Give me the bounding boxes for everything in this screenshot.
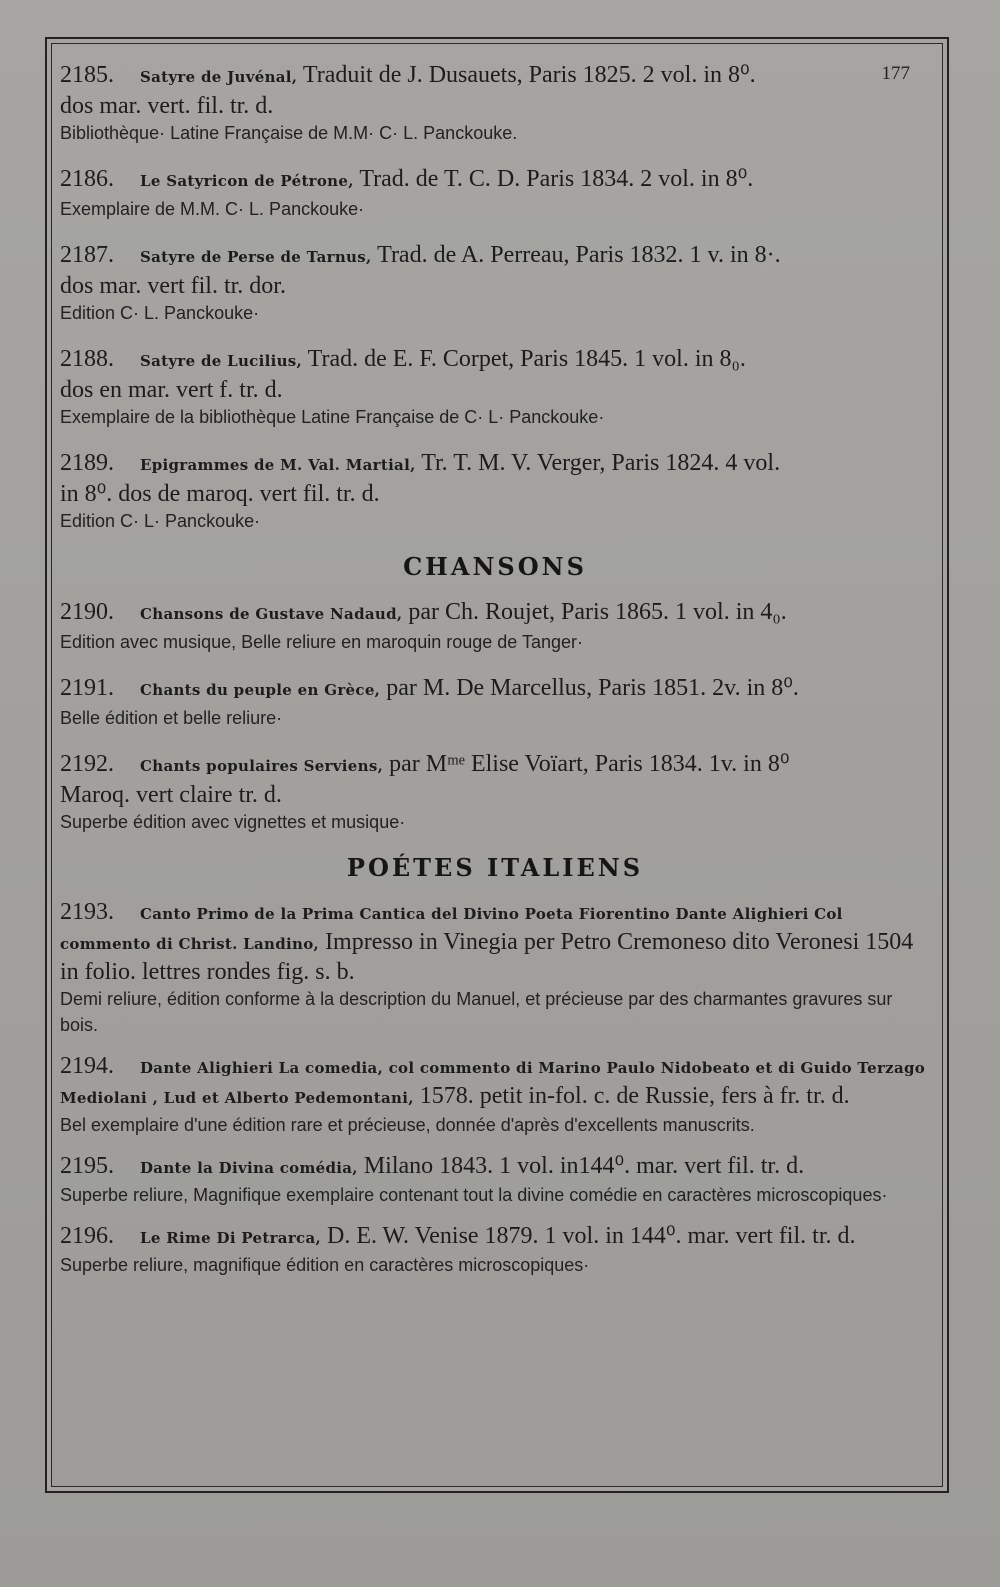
catalog-content <box>60 60 930 1292</box>
entry-title: Le Rime Di Petrarca, <box>140 1229 321 1247</box>
entry-number: 2185. <box>60 62 114 88</box>
entry-first-line <box>60 60 930 92</box>
catalog-entry <box>60 448 930 534</box>
entry-title: Chants du peuple en Grèce, <box>140 681 381 699</box>
entry-details: Trad. de E. F. Corpet, Paris 1845. 1 vol. in 8₀. <box>307 346 746 372</box>
entry-details: Traduit de J. Dusauets, Paris 1825. 2 vol. in 8⁰. <box>302 62 756 88</box>
entry-note: Superbe édition avec vignettes et musique· <box>60 812 406 832</box>
entry-binding: dos mar. vert fil. tr. dor. <box>60 273 286 299</box>
catalog-entry <box>60 240 930 326</box>
entry-number: 2186. <box>60 166 114 192</box>
entry-binding: in 8⁰. dos de maroq. vert fil. tr. d. <box>60 481 380 507</box>
entry-details: Trad. de T. C. D. Paris 1834. 2 vol. in 8⁰. <box>359 166 754 192</box>
entry-title: Dante Alighieri La comedia, col commento di Marino Paulo Nidobeato et di Guido Terzago Mediolani , Lud et Alberto Pedemontani, <box>60 1059 926 1107</box>
entry-number: 2188. <box>60 346 114 372</box>
entry-details: Impresso in Vinegia per Petro Cremoneso dito Veronesi 1504 in folio. lettres rondes fig. s. b. <box>60 929 914 985</box>
catalog-entry <box>60 344 930 430</box>
catalog-entry <box>60 749 930 835</box>
catalog-entry <box>60 898 930 1038</box>
entry-note: Bibliothèque· Latine Française de M.M· C· L. Panckouke. <box>60 123 518 143</box>
entry-first-line <box>60 597 930 629</box>
catalog-entry <box>60 1052 930 1138</box>
entry-text <box>60 898 930 986</box>
catalog-group-poetes-italiens <box>60 898 930 1278</box>
catalog-entry <box>60 597 930 655</box>
entry-details: D. E. W. Venise 1879. 1 vol. in 144⁰. mar. vert fil. tr. d. <box>327 1223 856 1249</box>
catalog-entry <box>60 1222 930 1278</box>
entry-binding: dos en mar. vert f. tr. d. <box>60 377 283 403</box>
entry-details: par M. De Marcellus, Paris 1851. 2v. in 8⁰. <box>386 675 799 701</box>
entry-note: Edition C· L· Panckouke· <box>60 511 261 531</box>
entry-title: Satyre de Juvénal, <box>140 68 298 86</box>
entry-note: Superbe reliure, Magnifique exemplaire contenant tout la divine comédie en caractères microscopiques· <box>60 1185 888 1205</box>
entry-number: 2196. <box>60 1223 114 1249</box>
entry-first-line <box>60 448 930 480</box>
entry-title: Le Satyricon de Pétrone, <box>140 172 354 190</box>
catalog-entry <box>60 1152 930 1208</box>
entry-number: 2189. <box>60 450 114 476</box>
entry-title: Satyre de Perse de Tarnus, <box>140 248 372 266</box>
entry-binding: Maroq. vert claire tr. d. <box>60 782 282 808</box>
section-heading-chansons: CHANSONS <box>403 552 587 581</box>
entry-text <box>60 1052 930 1112</box>
entry-first-line <box>60 240 930 272</box>
entry-title: Epigrammes de M. Val. Martial, <box>140 456 416 474</box>
entry-title: Chansons de Gustave Nadaud, <box>140 605 403 623</box>
entry-number: 2187. <box>60 242 114 268</box>
entry-details: par Ch. Roujet, Paris 1865. 1 vol. in 4₀. <box>408 599 787 625</box>
entry-note: Exemplaire de M.M. C· L. Panckouke· <box>60 199 365 219</box>
entry-details: par Mᵐᵉ Elise Voïart, Paris 1834. 1v. in 8⁰ <box>389 751 790 777</box>
entry-note: Demi reliure, édition conforme à la description du Manuel, et précieuse par des charmantes gravures sur bois. <box>60 989 893 1035</box>
entry-details: 1578. petit in-fol. c. de Russie, fers à fr. tr. d. <box>419 1083 850 1109</box>
catalog-entry <box>60 164 930 222</box>
entry-first-line <box>60 344 930 376</box>
entry-number: 2193. <box>60 899 114 925</box>
entry-number: 2194. <box>60 1053 114 1079</box>
entry-text <box>60 1222 930 1252</box>
catalog-group-satires <box>60 60 930 534</box>
entry-note: Superbe reliure, magnifique édition en caractères microscopiques· <box>60 1255 590 1275</box>
catalog-entry <box>60 673 930 731</box>
entry-note: Bel exemplaire d'une édition rare et précieuse, donnée d'après d'excellents manuscrits. <box>60 1115 755 1135</box>
catalog-entry <box>60 60 930 146</box>
entry-title: Chants populaires Serviens, <box>140 757 384 775</box>
entry-title: Satyre de Lucilius, <box>140 352 303 370</box>
catalog-group-chansons <box>60 597 930 835</box>
entry-first-line <box>60 164 930 196</box>
section-heading-poetes-italiens: POÉTES ITALIENS <box>346 853 644 882</box>
entry-binding: dos mar. vert. fil. tr. d. <box>60 93 274 119</box>
entry-details: Milano 1843. 1 vol. in144⁰. mar. vert fil. tr. d. <box>363 1153 805 1179</box>
entry-number: 2191. <box>60 675 114 701</box>
entry-note: Exemplaire de la bibliothèque Latine Française de C· L· Panckouke· <box>60 407 605 427</box>
entry-details: Trad. de A. Perreau, Paris 1832. 1 v. in 8·. <box>377 242 781 268</box>
entry-text <box>60 1152 930 1182</box>
entry-note: Edition avec musique, Belle reliure en maroquin rouge de Tanger· <box>60 632 583 652</box>
page-number: 177 <box>881 63 910 84</box>
entry-title: Canto Primo de la Prima Cantica del Divino Poeta Fiorentino Dante Alighieri Col commento di Christ. Landino, <box>60 905 843 953</box>
entry-title: Dante la Divina comédia, <box>140 1159 358 1177</box>
entry-note: Edition C· L. Panckouke· <box>60 303 260 323</box>
entry-number: 2190. <box>60 599 114 625</box>
entry-first-line <box>60 749 930 781</box>
entry-note: Belle édition et belle reliure· <box>60 708 283 728</box>
entry-details: Tr. T. M. V. Verger, Paris 1824. 4 vol. <box>421 450 781 476</box>
entry-number: 2192. <box>60 751 114 777</box>
entry-number: 2195. <box>60 1153 114 1179</box>
entry-first-line <box>60 673 930 705</box>
